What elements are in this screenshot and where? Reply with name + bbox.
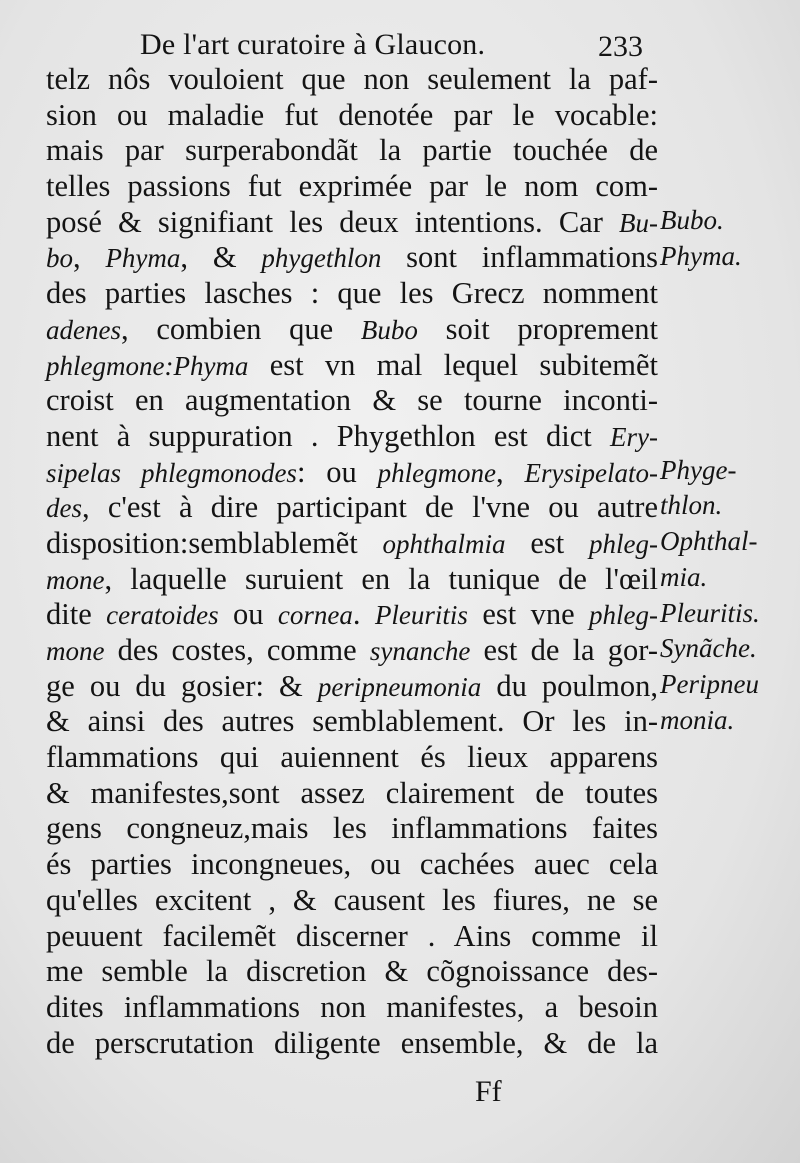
italic-term: phlegmone:Phyma bbox=[46, 350, 249, 381]
text-line bbox=[46, 811, 658, 847]
text-segment: posé & signifiant les deux intentions. Car bbox=[46, 204, 620, 239]
text-segment: telles passions fut exprimée par le nom com- bbox=[46, 169, 658, 204]
text-line bbox=[46, 526, 658, 562]
italic-term: bo bbox=[46, 243, 73, 274]
italic-term: phygethlon bbox=[261, 243, 382, 274]
margin-note: Bubo. bbox=[660, 204, 724, 235]
text-line bbox=[46, 312, 658, 348]
text-line bbox=[46, 133, 658, 169]
text-line bbox=[46, 490, 658, 526]
text-line bbox=[46, 669, 658, 705]
text-line bbox=[46, 276, 658, 312]
text-line bbox=[46, 990, 658, 1026]
italic-term: mone bbox=[46, 564, 105, 595]
text-segment: ou bbox=[218, 597, 278, 632]
text-segment: est vn mal lequel subitemẽt bbox=[248, 347, 658, 382]
text-line bbox=[46, 240, 658, 276]
text-segment: soit proprement bbox=[417, 311, 658, 346]
italic-term: sipelas phlegmonodes bbox=[46, 457, 297, 488]
italic-term: phlegmone bbox=[377, 457, 497, 488]
italic-term: synanche bbox=[369, 636, 471, 666]
text-segment: flammations qui auiennent és lieux apparens bbox=[46, 740, 658, 775]
signature-mark: Ff bbox=[475, 1075, 502, 1108]
margin-note: Peripneu bbox=[660, 668, 759, 699]
text-segment: disposition:semblablemẽt bbox=[46, 525, 383, 560]
text-line bbox=[46, 1026, 658, 1062]
text-segment: , c'est à dire participant de l'vne ou autre bbox=[82, 490, 658, 525]
margin-notes bbox=[660, 0, 795, 1163]
main-text-block bbox=[46, 62, 658, 1061]
margin-note: thlon. bbox=[660, 490, 723, 521]
italic-term: phleg- bbox=[589, 600, 659, 631]
text-segment: sion ou maladie fut denotée par le vocable: bbox=[46, 97, 658, 132]
text-segment: de perscrutation diligente ensemble, & de la bbox=[46, 1025, 658, 1060]
margin-note: Phyma. bbox=[660, 240, 742, 271]
text-segment: dite bbox=[46, 597, 107, 632]
text-segment: , bbox=[496, 454, 525, 489]
text-segment: mais par surperabondãt la partie touchée de bbox=[46, 133, 658, 168]
text-line bbox=[46, 954, 658, 990]
margin-note: Ophthal- bbox=[660, 526, 758, 557]
text-segment: me semble la discretion & cõgnoissance des- bbox=[46, 954, 658, 989]
page-number: 233 bbox=[598, 30, 643, 63]
text-segment: des costes, comme bbox=[104, 633, 370, 667]
italic-term: peripneumonia bbox=[317, 671, 482, 702]
text-line bbox=[46, 169, 658, 205]
text-segment: dites inflammations non manifestes, a besoin bbox=[46, 989, 658, 1024]
text-segment: ge ou du gosier: & bbox=[46, 668, 318, 703]
text-segment: , & bbox=[180, 240, 262, 275]
italic-term: Bu- bbox=[619, 207, 658, 238]
text-segment: sont inflammations bbox=[381, 240, 658, 275]
italic-term: cornea bbox=[277, 600, 353, 631]
italic-term: mone bbox=[46, 636, 105, 666]
text-segment: telz nôs vouloient que non seulement la paf- bbox=[46, 62, 658, 96]
text-line bbox=[46, 62, 658, 98]
text-line bbox=[46, 633, 658, 669]
text-line bbox=[46, 597, 658, 633]
italic-term: adenes bbox=[46, 314, 121, 345]
text-line bbox=[46, 776, 658, 812]
text-segment: . bbox=[352, 597, 375, 632]
margin-note: monia. bbox=[660, 704, 735, 735]
italic-term: Bubo bbox=[360, 314, 418, 345]
text-line bbox=[46, 383, 658, 419]
italic-term: phleg- bbox=[589, 528, 659, 559]
text-segment: és parties incongneues, ou cachées auec cela bbox=[46, 847, 658, 882]
text-segment: , bbox=[73, 240, 106, 275]
margin-note: Pleuritis. bbox=[660, 597, 760, 628]
text-segment: croist en augmentation & se tourne inconti- bbox=[46, 383, 658, 418]
italic-term: ophthalmia bbox=[382, 528, 506, 559]
text-line bbox=[46, 740, 658, 776]
margin-note: mia. bbox=[660, 561, 708, 592]
text-segment: est vne bbox=[467, 597, 590, 632]
text-segment: qu'elles excitent , & causent les fiures, ne se bbox=[46, 882, 658, 917]
text-line bbox=[46, 419, 658, 455]
text-line bbox=[46, 348, 658, 384]
text-line bbox=[46, 205, 658, 241]
text-line bbox=[46, 883, 658, 919]
text-segment: est bbox=[505, 525, 590, 560]
italic-term: Phyma bbox=[105, 243, 181, 274]
italic-term: Pleuritis bbox=[374, 600, 468, 631]
text-line bbox=[46, 455, 658, 491]
margin-note: Phyge- bbox=[660, 454, 737, 485]
text-segment: : ou bbox=[296, 454, 378, 489]
italic-term: des bbox=[46, 493, 82, 524]
italic-term: ceratoides bbox=[106, 600, 219, 631]
text-line bbox=[46, 847, 658, 883]
text-segment: gens congneuz,mais les inflammations faites bbox=[46, 811, 658, 846]
italic-term: Ery- bbox=[610, 421, 658, 452]
text-segment: nent à suppuration . Phygethlon est dict bbox=[46, 418, 611, 453]
text-segment: & manifestes,sont assez clairement de toutes bbox=[46, 775, 658, 810]
text-segment: peuuent facilemẽt discerner . Ains comme il bbox=[46, 918, 658, 953]
text-segment: des parties lasches : que les Grecz nomment bbox=[46, 276, 658, 311]
text-segment: est de la gor- bbox=[470, 633, 658, 667]
text-segment: , combien que bbox=[120, 311, 361, 346]
italic-term: Erysipelato- bbox=[524, 457, 658, 488]
text-line bbox=[46, 562, 658, 598]
margin-note: Synãche. bbox=[660, 633, 757, 664]
text-line bbox=[46, 704, 658, 740]
text-line bbox=[46, 919, 658, 955]
text-line bbox=[46, 98, 658, 134]
text-segment: du poulmon, bbox=[481, 668, 659, 703]
text-segment: & ainsi des autres semblablement. Or les in- bbox=[46, 704, 658, 739]
text-segment: , laquelle suruient en la tunique de l'œil bbox=[104, 561, 658, 596]
running-title: De l'art curatoire à Glaucon. bbox=[140, 28, 486, 61]
